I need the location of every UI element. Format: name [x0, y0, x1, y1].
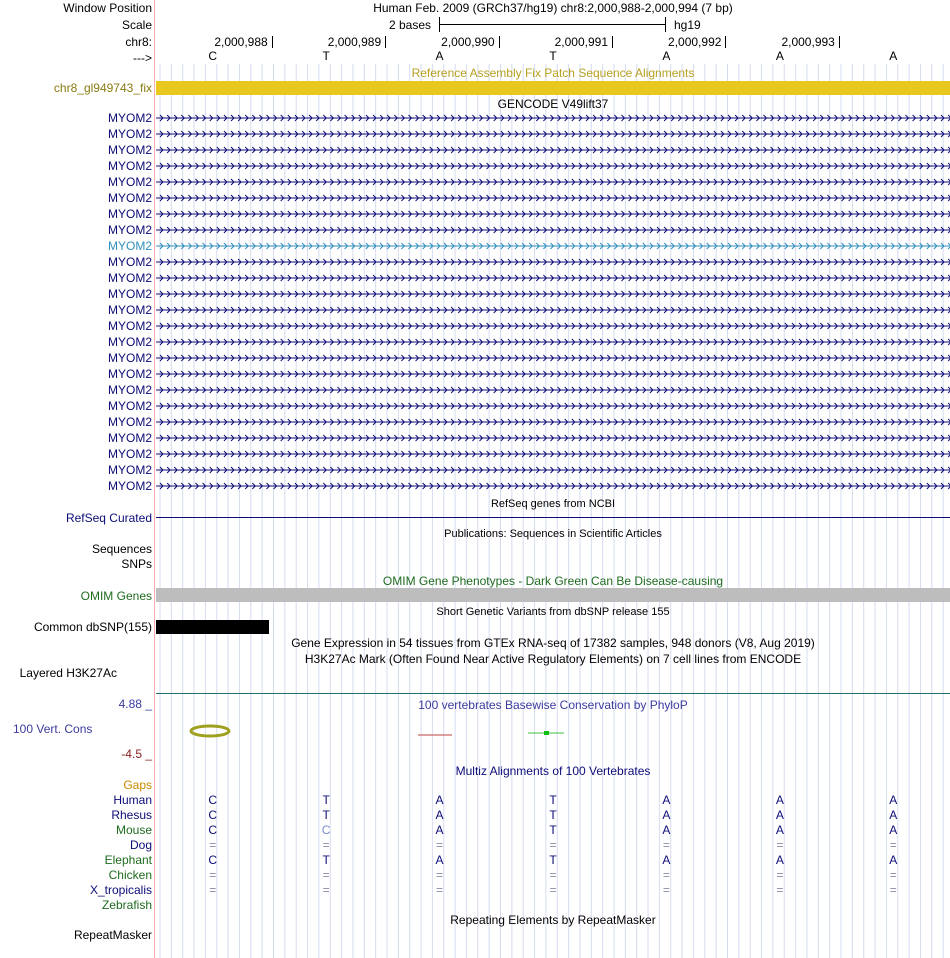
gencode-transcript-label[interactable]: MYOM2	[107, 303, 152, 317]
multiz-base: =	[322, 883, 330, 897]
omim-gene-bar[interactable]	[156, 588, 950, 602]
multiz-base: =	[776, 883, 784, 897]
multiz-base: C	[321, 823, 331, 837]
gencode-transcript-line[interactable]	[156, 481, 950, 491]
multiz-base: A	[662, 823, 671, 837]
refseq-title[interactable]: RefSeq genes from NCBI	[490, 498, 616, 510]
multiz-base: =	[662, 838, 670, 852]
gencode-transcript-line[interactable]	[156, 353, 950, 363]
multiz-base: T	[322, 808, 330, 822]
ruler-tick	[385, 36, 386, 48]
multiz-base: =	[889, 838, 897, 852]
gencode-transcript-line[interactable]	[156, 465, 950, 475]
multiz-base: A	[889, 793, 898, 807]
ruler-tick	[612, 36, 613, 48]
multiz-base: T	[549, 853, 557, 867]
gencode-transcript-line[interactable]	[156, 193, 950, 203]
scale-bar-left-tick	[439, 17, 440, 32]
multiz-base: A	[662, 808, 671, 822]
multiz-base: A	[435, 823, 444, 837]
multiz-base: =	[209, 838, 217, 852]
window-position-label: Window Position	[63, 1, 152, 15]
multiz-base: A	[889, 808, 898, 822]
gencode-transcript-label[interactable]: MYOM2	[107, 431, 152, 445]
dbsnp-variant-bar[interactable]	[156, 620, 269, 634]
multiz-base: =	[662, 868, 670, 882]
omim-title[interactable]: OMIM Gene Phenotypes - Dark Green Can Be Disease-causing	[382, 574, 724, 588]
ruler-base: A	[889, 49, 898, 63]
gencode-transcript-line[interactable]	[156, 177, 950, 187]
ruler-tick	[839, 36, 840, 48]
refseq-label[interactable]: RefSeq Curated	[65, 511, 152, 525]
omim-label[interactable]: OMIM Genes	[80, 589, 152, 603]
ruler-base: A	[435, 49, 444, 63]
multiz-species-label[interactable]: Elephant	[104, 853, 152, 867]
dbsnp-label[interactable]: Common dbSNP(155)	[33, 620, 152, 634]
multiz-base: A	[435, 808, 444, 822]
strand-label: --->	[133, 51, 152, 65]
gencode-transcript-line[interactable]	[156, 129, 950, 139]
multiz-base: C	[208, 823, 218, 837]
multiz-species-label[interactable]: Dog	[129, 838, 152, 852]
multiz-species-label[interactable]: Mouse	[115, 823, 152, 837]
multiz-base: =	[436, 868, 444, 882]
gencode-transcript-label[interactable]: MYOM2	[107, 415, 152, 429]
gencode-transcript-line[interactable]	[156, 449, 950, 459]
ruler-position-label: 2,000,993	[781, 35, 835, 49]
multiz-base: A	[435, 853, 444, 867]
gencode-transcript-label[interactable]: MYOM2	[107, 399, 152, 413]
phylop-title[interactable]: 100 vertebrates Basewise Conservation by PhyloP	[418, 698, 688, 712]
multiz-species-label[interactable]: Rhesus	[111, 808, 152, 822]
multiz-species-label[interactable]: Zebrafish	[101, 898, 152, 912]
multiz-base: =	[549, 868, 557, 882]
h3k27ac-label[interactable]: Layered H3K27Ac	[19, 666, 117, 680]
fix-patch-title[interactable]: Reference Assembly Fix Patch Sequence Alignments	[411, 66, 695, 80]
multiz-species-label[interactable]: Chicken	[108, 868, 152, 882]
phylop-label[interactable]: 100 Vert. Cons	[13, 722, 93, 736]
gencode-transcript-line[interactable]	[156, 417, 950, 427]
gencode-transcript-label[interactable]: MYOM2	[107, 223, 152, 237]
gencode-transcript-label[interactable]: MYOM2	[107, 447, 152, 461]
multiz-gaps-label[interactable]: Gaps	[123, 778, 152, 792]
gencode-transcript-line[interactable]	[156, 225, 950, 235]
refseq-gene-line[interactable]	[156, 517, 950, 518]
scale-bar-right-tick	[665, 17, 666, 32]
phylop-plot[interactable]	[156, 718, 950, 748]
multiz-base: A	[662, 853, 671, 867]
multiz-base: =	[436, 838, 444, 852]
ruler-base: A	[775, 49, 784, 63]
gencode-transcript-label[interactable]: MYOM2	[107, 367, 152, 381]
gencode-transcript-line[interactable]	[156, 113, 950, 123]
gencode-transcript-label[interactable]: MYOM2	[107, 479, 152, 493]
window-position-value: Human Feb. 2009 (GRCh37/hg19) chr8:2,000,988-2,000,994 (7 bp)	[373, 1, 733, 15]
multiz-base: A	[889, 823, 898, 837]
scale-bar	[439, 24, 665, 25]
gencode-transcript-label[interactable]: MYOM2	[107, 335, 152, 349]
phylop-max-label: 4.88 _	[118, 697, 152, 711]
gencode-transcript-line[interactable]	[156, 273, 950, 283]
scale-text: 2 bases	[389, 18, 432, 32]
ruler-position-label: 2,000,991	[554, 35, 608, 49]
multiz-base: =	[776, 838, 784, 852]
publications-title[interactable]: Publications: Sequences in Scientific Articles	[444, 528, 662, 540]
multiz-base: T	[549, 823, 557, 837]
gencode-transcript-line[interactable]	[156, 161, 950, 171]
ruler-tick	[725, 36, 726, 48]
ruler-position-label: 2,000,989	[327, 35, 382, 49]
ruler-tick	[272, 36, 273, 48]
gencode-transcript-label[interactable]: MYOM2	[107, 143, 152, 157]
multiz-base: A	[775, 823, 784, 837]
multiz-base: =	[322, 868, 330, 882]
ruler-base: T	[322, 49, 330, 63]
multiz-base: A	[775, 808, 784, 822]
multiz-base: =	[209, 883, 217, 897]
multiz-base: =	[322, 838, 330, 852]
ruler-position-label: 2,000,992	[668, 35, 722, 49]
multiz-base: T	[549, 808, 557, 822]
gencode-transcript-line[interactable]	[156, 337, 950, 347]
gtex-title[interactable]: Gene Expression in 54 tissues from GTEx RNA-seq of 17382 samples, 948 donors (V8, Aug 2019)	[291, 636, 815, 650]
fix-patch-label[interactable]: chr8_gl949743_fix	[53, 81, 152, 95]
phylop-min-label: -4.5 _	[121, 747, 152, 761]
gencode-title[interactable]: GENCODE V49lift37	[497, 97, 609, 111]
dbsnp-title[interactable]: Short Genetic Variants from dbSNP release 155	[436, 606, 670, 618]
multiz-species-label[interactable]: X_tropicalis	[89, 883, 152, 897]
multiz-base: A	[662, 793, 671, 807]
multiz-base: C	[208, 793, 218, 807]
gencode-transcript-line[interactable]	[156, 433, 950, 443]
multiz-base: =	[549, 883, 557, 897]
multiz-base: =	[209, 868, 217, 882]
gencode-transcript-label[interactable]: MYOM2	[107, 463, 152, 477]
multiz-base: =	[662, 883, 670, 897]
gencode-transcript-label[interactable]: MYOM2	[107, 287, 152, 301]
ruler-position-label: 2,000,988	[214, 35, 268, 49]
multiz-base: A	[775, 853, 784, 867]
gencode-transcript-label[interactable]: MYOM2	[107, 351, 152, 365]
fix-patch-alignment-bar[interactable]	[156, 81, 950, 95]
multiz-base: =	[889, 883, 897, 897]
gencode-transcript-label[interactable]: MYOM2	[107, 239, 152, 253]
gencode-transcript-line[interactable]	[156, 289, 950, 299]
ruler-base: A	[662, 49, 671, 63]
repeatmasker-title[interactable]: Repeating Elements by RepeatMasker	[450, 913, 656, 927]
multiz-base: T	[322, 793, 330, 807]
gencode-transcript-line[interactable]	[156, 369, 950, 379]
gencode-transcript-label[interactable]: MYOM2	[107, 383, 152, 397]
gencode-transcript-label[interactable]: MYOM2	[107, 207, 152, 221]
gencode-transcript-label[interactable]: MYOM2	[107, 191, 152, 205]
gencode-transcript-label[interactable]: MYOM2	[107, 111, 152, 125]
multiz-base: =	[776, 868, 784, 882]
multiz-species-label[interactable]: Human	[113, 793, 152, 807]
publications-snps-label[interactable]: SNPs	[121, 557, 152, 571]
multiz-base: A	[775, 793, 784, 807]
gencode-transcript-line[interactable]	[156, 257, 950, 267]
publications-sequences-label[interactable]: Sequences	[91, 542, 152, 556]
gencode-transcript-label[interactable]: MYOM2	[107, 159, 152, 173]
phylop-glyph	[191, 726, 229, 736]
h3k27ac-baseline	[156, 693, 950, 694]
multiz-base: T	[549, 793, 557, 807]
gencode-transcript-line[interactable]	[156, 385, 950, 395]
multiz-base: C	[208, 808, 218, 822]
gencode-transcript-label[interactable]: MYOM2	[107, 175, 152, 189]
phylop-peak	[544, 731, 549, 735]
scale-db: hg19	[674, 18, 701, 32]
gencode-transcript-line[interactable]	[156, 145, 950, 155]
gencode-transcript-label[interactable]: MYOM2	[107, 127, 152, 141]
scale-label: Scale	[121, 18, 152, 32]
ruler-base: C	[208, 49, 218, 63]
gencode-transcript-label[interactable]: MYOM2	[107, 271, 152, 285]
gencode-transcript-line[interactable]	[156, 209, 950, 219]
multiz-base: A	[435, 793, 444, 807]
gencode-transcript-label[interactable]: MYOM2	[107, 319, 152, 333]
ruler-tick	[499, 36, 500, 48]
multiz-base: =	[549, 838, 557, 852]
multiz-base: C	[208, 853, 218, 867]
multiz-base: A	[889, 853, 898, 867]
ruler-base: T	[549, 49, 557, 63]
gencode-transcript-line[interactable]	[156, 401, 950, 411]
h3k27ac-title[interactable]: H3K27Ac Mark (Often Found Near Active Regulatory Elements) on 7 cell lines from ENCODE	[304, 652, 802, 666]
multiz-base: T	[322, 853, 330, 867]
multiz-base: =	[889, 868, 897, 882]
ruler-position-label: 2,000,990	[441, 35, 495, 49]
gencode-transcript-line[interactable]	[156, 241, 950, 251]
gencode-transcript-line[interactable]	[156, 305, 950, 315]
repeatmasker-label[interactable]: RepeatMasker	[73, 928, 152, 942]
multiz-title[interactable]: Multiz Alignments of 100 Vertebrates	[455, 764, 651, 778]
multiz-base: =	[436, 883, 444, 897]
chrom-label: chr8:	[125, 35, 152, 49]
gencode-transcript-line[interactable]	[156, 321, 950, 331]
gencode-transcript-label[interactable]: MYOM2	[107, 255, 152, 269]
